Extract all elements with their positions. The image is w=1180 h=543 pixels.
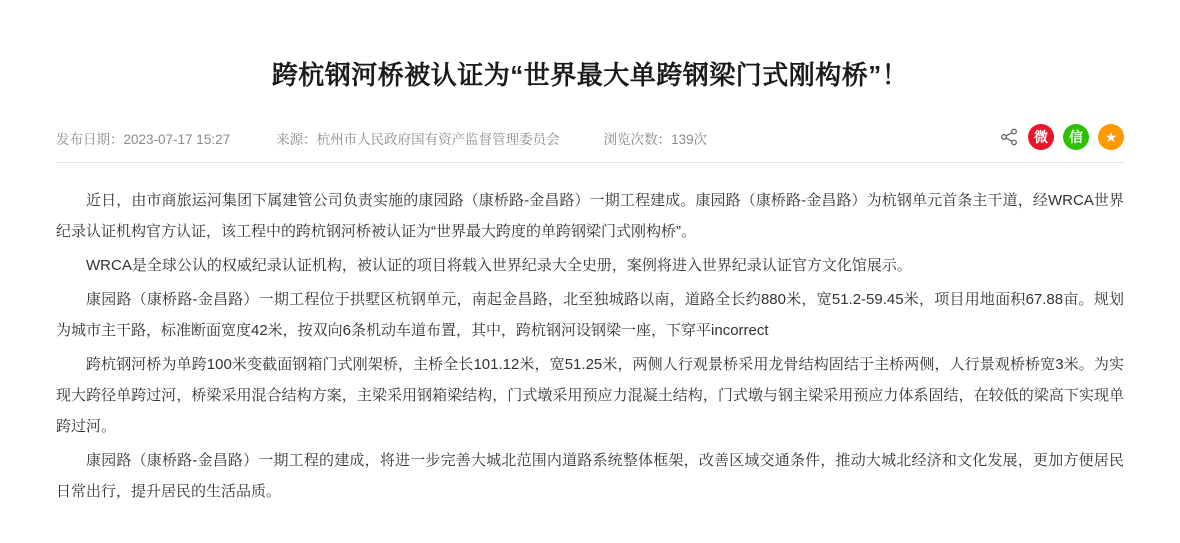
article-meta-row (56, 128, 1124, 162)
wechat-share-icon[interactable]: 信 (1063, 124, 1089, 150)
article-container (0, 17, 1180, 506)
article-page (0, 17, 1180, 543)
article-source: 来源：杭州市人民政府国有资产监督管理委员会 (276, 131, 560, 147)
article-paragraph: 跨杭钢河桥为单跨100米变截面钢箱门式刚架桥，主桥全长101.12米，宽51.25米，两侧人行观景桥采用龙骨结构固结于主桥两侧，人行景观桥桥宽3米。为实现大跨径单跨过河，桥梁采用混合结构方案，主梁采用钢箱梁结构，门式墩采用预应力混凝土结构，门式墩与钢主梁采用预应力体系固结，在较低的梁高下实现单跨过河。 (56, 355, 1124, 435)
article-paragraph: 康园路（康桥路-金昌路）一期工程的建成，将进一步完善大城北范围内道路系统整体框架，改善区域交通条件，推动大城北经济和文化发展，更加方便居民日常出行，提升居民的生活品质。 (56, 451, 1124, 500)
article-body (56, 185, 1124, 507)
publish-date: 发布日期：2023-07-17 15:27 (56, 131, 231, 147)
article-paragraph: 康园路（康桥路-金昌路）一期工程位于拱墅区杭钢单元，南起金昌路，北至独城路以南，道路全长约880米，宽51.2-59.45米，项目用地面积67.88亩。规划为城市主干路，标准断面宽度42米，按双向6条机动车道布置，其中，跨杭钢河设钢梁一座，下穿平incorrect (56, 290, 1124, 339)
meta-divider (56, 162, 1124, 163)
share-group[interactable] (999, 124, 1124, 150)
view-count: 浏览次数：139次 (603, 131, 708, 147)
share-icon[interactable] (999, 127, 1019, 147)
article-paragraph: 近日，由市商旅运河集团下属建管公司负责实施的康园路（康桥路-金昌路）一期工程建成。康园路（康桥路-金昌路）为杭钢单元首条主干道，经WRCA世界纪录认证机构官方认证，该工程中的跨杭钢河桥被认证为“世界最大跨度的单跨钢梁门式刚构桥”。 (56, 191, 1124, 240)
weibo-share-icon[interactable]: 微 (1028, 124, 1054, 150)
page-title: 跨杭钢河桥被认证为“世界最大单跨钢梁门式刚构桥”！ (271, 60, 909, 91)
favorite-icon[interactable]: ★ (1098, 124, 1124, 150)
article-paragraph: WRCA是全球公认的权威纪录认证机构，被认证的项目将载入世界纪录大全史册，案例将进入世界纪录认证官方文化馆展示。 (86, 256, 912, 274)
